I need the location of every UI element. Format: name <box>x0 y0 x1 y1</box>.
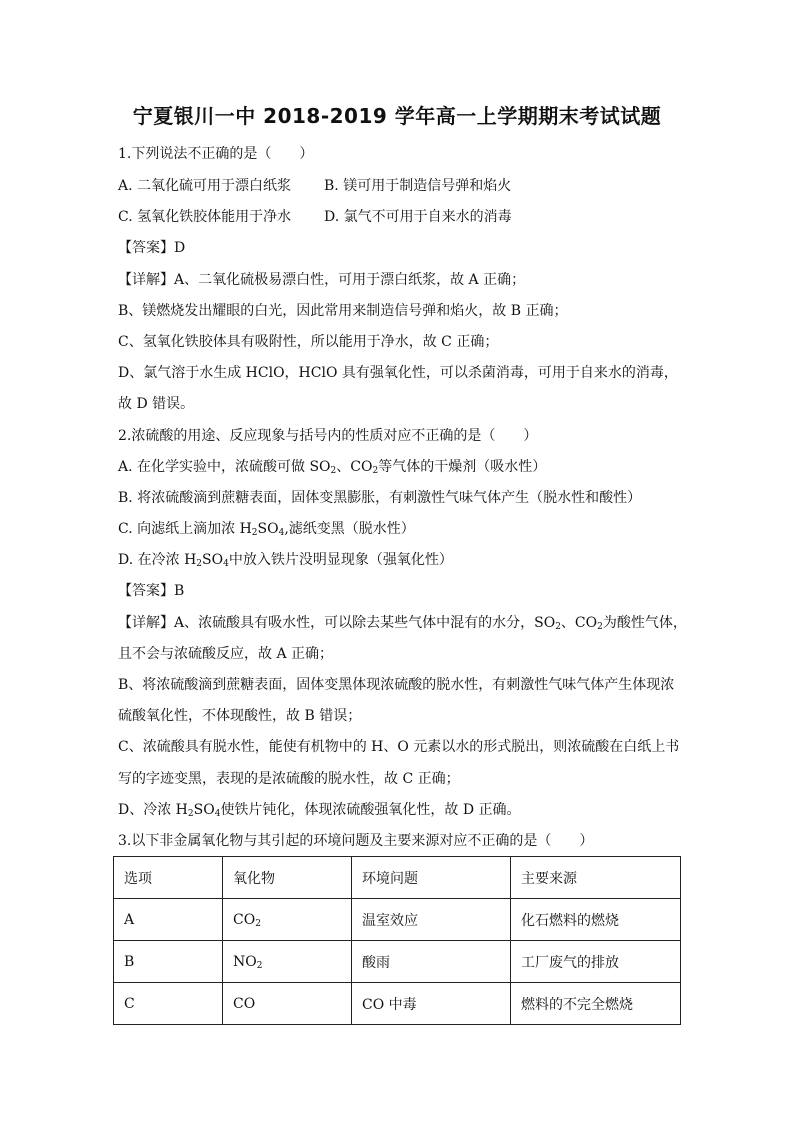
question-2-option-b: B. 将浓硫酸滴到蔗糖表面，固体变黑膨胀，有刺激性气味气体产生（脱水性和酸性） <box>118 490 642 506</box>
question-1-option-d: D. 氯气不可用于自来水的消毒 <box>324 209 512 225</box>
question-2-detail-line: C、浓硫酸具有脱水性，能使有机物中的 H、O 元素以水的形式脱出，则浓硫酸在白纸上书 <box>118 739 680 755</box>
question-1-detail-line: D、氯气溶于水生成 HClO，HClO 具有强氧化性，可以杀菌消毒，可用于自来水的消毒， <box>118 365 678 381</box>
table-cell-source: 工厂废气的排放 <box>511 941 681 983</box>
question-1-detail-line: B、镁燃烧发出耀眼的白光，因此常用来制造信号弹和焰火，故 B 正确； <box>118 303 568 319</box>
question-2-detail-line: 【详解】A、浓硫酸具有吸水性，可以除去某些气体中混有的水分，$SO_2$、$CO_2$为酸性气体， <box>118 615 687 632</box>
table-row <box>114 983 681 1025</box>
question-2-detail-line: 且不会与浓硫酸反应，故 A 正确； <box>118 646 334 662</box>
question-3-stem: 3.以下非金属氧化物与其引起的环境问题及主要来源对应不正确的是（ ） <box>118 833 594 849</box>
table-row <box>114 899 681 941</box>
question-2-detail-line: B、将浓硫酸滴到蔗糖表面，固体变黑体现浓硫酸的脱水性，有刺激性气味气体产生体现浓 <box>118 677 675 693</box>
question-3-table <box>113 856 681 1025</box>
question-1-detail-line: C、氢氧化铁胶体具有吸附性，所以能用于净水，故 C 正确； <box>118 334 499 350</box>
table-header-cell: 主要来源 <box>511 857 681 899</box>
question-2-option-c: C. 向滤纸上滴加浓 $H_2SO_4$,滤纸变黑（脱水性） <box>118 521 415 538</box>
question-1-option-b: B. 镁可用于制造信号弹和焰火 <box>324 178 512 194</box>
question-2-answer: 【答案】B <box>118 583 185 599</box>
question-1-option-c: C. 氢氧化铁胶体能用于净水 <box>118 209 292 225</box>
table-header-cell: 选项 <box>114 857 223 899</box>
question-1-detail-line: 【详解】A、二氧化硫极易漂白性，可用于漂白纸浆，故 A 正确； <box>118 272 526 288</box>
question-2-option-d: D. 在冷浓 $H_2SO_4$中放入铁片没明显现象（强氧化性） <box>118 552 453 569</box>
question-1-answer: 【答案】D <box>118 240 186 256</box>
question-1-detail-line: 故 D 错误。 <box>118 396 195 412</box>
question-2-detail-line: 写的字迹变黑，表现的是浓硫酸的脱水性，故 C 正确； <box>118 771 460 787</box>
table-cell-source: 化石燃料的燃烧 <box>511 899 681 941</box>
question-2-option-a: A. 在化学实验中，浓硫酸可做 $SO_2$、$CO_2$等气体的干燥剂（吸水性） <box>118 459 547 476</box>
table-cell-oxide: CO <box>223 983 352 1025</box>
table-header-row <box>114 857 681 899</box>
page-title: 宁夏银川一中 2018-2019 学年高一上学期期末考试试题 <box>132 104 662 128</box>
table-header-cell: 氧化物 <box>223 857 352 899</box>
table-cell-option: C <box>114 983 223 1025</box>
table-cell-option: A <box>114 899 223 941</box>
table-cell-option: B <box>114 941 223 983</box>
question-2-stem: 2.浓硫酸的用途、反应现象与括号内的性质对应不正确的是（ ） <box>118 428 538 444</box>
table-cell-issue: 温室效应 <box>352 899 511 941</box>
table-row <box>114 941 681 983</box>
table-cell-oxide: $CO_2$ <box>223 899 352 941</box>
question-2-detail-line: 硫酸氧化性，不体现酸性，故 B 错误； <box>118 708 362 724</box>
table-cell-source: 燃料的不完全燃烧 <box>511 983 681 1025</box>
table-cell-issue: CO 中毒 <box>352 983 511 1025</box>
table-cell-issue: 酸雨 <box>352 941 511 983</box>
table-cell-oxide: $NO_2$ <box>223 941 352 983</box>
question-2-detail-line: D、冷浓 $H_2SO_4$使铁片钝化，体现浓硫酸强氧化性，故 D 正确。 <box>118 802 521 819</box>
table-header-cell: 环境问题 <box>352 857 511 899</box>
question-1-option-a: A. 二氧化硫可用于漂白纸浆 <box>118 178 292 194</box>
question-1-stem: 1.下列说法不正确的是（ ） <box>118 146 314 162</box>
